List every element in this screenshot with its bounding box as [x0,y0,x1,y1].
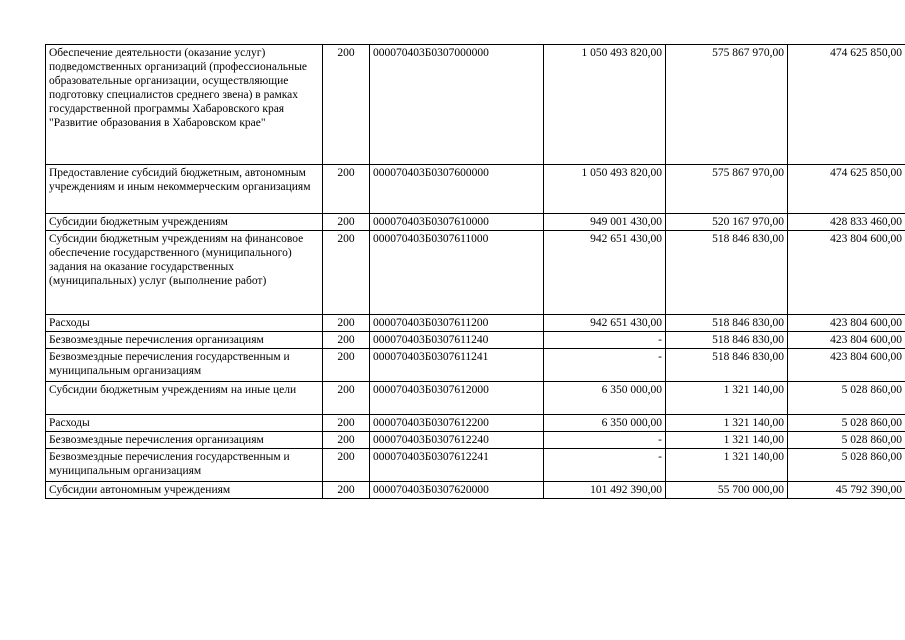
row-name: Безвозмездные перечисления государственным и муниципальным организациям [46,449,323,482]
row-value-2: 518 846 830,00 [666,332,788,349]
row-name: Субсидии бюджетным учреждениям на финансовое обеспечение государственного (муниципального) задания на оказание государственных (муниципальных) услуг (выполнение работ) [46,231,323,315]
row-value-1: - [544,349,666,382]
row-value-2: 55 700 000,00 [666,482,788,499]
row-kbk: 000070403Б0307620000 [370,482,544,499]
row-kbk: 000070403Б0307612241 [370,449,544,482]
table-row [46,315,905,332]
row-code: 200 [323,214,370,231]
row-value-1: - [544,449,666,482]
budget-table-body [46,45,905,499]
row-kbk: 000070403Б0307612200 [370,415,544,432]
table-row [46,214,905,231]
row-value-1: 6 350 000,00 [544,415,666,432]
row-value-3: 5 028 860,00 [788,415,905,432]
row-kbk: 000070403Б0307612000 [370,382,544,415]
row-name: Расходы [46,315,323,332]
row-value-2: 1 321 140,00 [666,415,788,432]
row-value-1: 942 651 430,00 [544,231,666,315]
row-code: 200 [323,45,370,165]
row-code: 200 [323,432,370,449]
row-code: 200 [323,349,370,382]
row-kbk: 000070403Б0307611241 [370,349,544,382]
row-kbk: 000070403Б0307611000 [370,231,544,315]
row-value-2: 575 867 970,00 [666,45,788,165]
row-code: 200 [323,449,370,482]
row-value-3: 45 792 390,00 [788,482,905,499]
row-value-2: 518 846 830,00 [666,231,788,315]
row-kbk: 000070403Б0307612240 [370,432,544,449]
row-value-3: 5 028 860,00 [788,449,905,482]
table-row [46,415,905,432]
row-value-3: 423 804 600,00 [788,231,905,315]
row-code: 200 [323,332,370,349]
row-name: Безвозмездные перечисления государственным и муниципальным организациям [46,349,323,382]
row-kbk: 000070403Б0307600000 [370,165,544,214]
row-value-3: 474 625 850,00 [788,165,905,214]
row-name: Безвозмездные перечисления организациям [46,432,323,449]
row-value-1: - [544,432,666,449]
table-row [46,165,905,214]
row-value-2: 1 321 140,00 [666,432,788,449]
table-row [46,45,905,165]
row-value-2: 520 167 970,00 [666,214,788,231]
table-row [46,482,905,499]
row-value-2: 575 867 970,00 [666,165,788,214]
row-value-3: 428 833 460,00 [788,214,905,231]
row-value-3: 423 804 600,00 [788,315,905,332]
row-value-3: 5 028 860,00 [788,432,905,449]
row-name: Субсидии бюджетным учреждениям [46,214,323,231]
table-row [46,449,905,482]
row-code: 200 [323,315,370,332]
row-name: Безвозмездные перечисления организациям [46,332,323,349]
row-kbk: 000070403Б0307611200 [370,315,544,332]
row-kbk: 000070403Б0307000000 [370,45,544,165]
table-row [46,231,905,315]
row-name: Расходы [46,415,323,432]
row-name: Субсидии бюджетным учреждениям на иные цели [46,382,323,415]
row-value-1: 1 050 493 820,00 [544,45,666,165]
row-value-3: 5 028 860,00 [788,382,905,415]
row-value-1: 6 350 000,00 [544,382,666,415]
row-value-2: 518 846 830,00 [666,349,788,382]
row-value-1: 949 001 430,00 [544,214,666,231]
row-name: Субсидии автономным учреждениям [46,482,323,499]
row-code: 200 [323,231,370,315]
row-value-2: 1 321 140,00 [666,382,788,415]
budget-table [45,44,905,499]
row-value-1: 942 651 430,00 [544,315,666,332]
table-row [46,432,905,449]
row-code: 200 [323,415,370,432]
row-name: Предоставление субсидий бюджетным, автономным учреждениям и иным некоммерческим организациям [46,165,323,214]
row-code: 200 [323,165,370,214]
row-value-3: 423 804 600,00 [788,332,905,349]
row-value-1: - [544,332,666,349]
row-name: Обеспечение деятельности (оказание услуг) подведомственных организаций (профессиональные образовательные организации, осуществляющие подготовку специалистов среднего звена) в рамках государственной программы Хабаровского края "Развитие образования в Хабаровском крае" [46,45,323,165]
row-value-3: 474 625 850,00 [788,45,905,165]
row-value-3: 423 804 600,00 [788,349,905,382]
table-row [46,349,905,382]
row-code: 200 [323,482,370,499]
row-value-1: 101 492 390,00 [544,482,666,499]
row-value-2: 1 321 140,00 [666,449,788,482]
table-row [46,382,905,415]
row-value-2: 518 846 830,00 [666,315,788,332]
row-code: 200 [323,382,370,415]
row-kbk: 000070403Б0307611240 [370,332,544,349]
row-kbk: 000070403Б0307610000 [370,214,544,231]
row-value-1: 1 050 493 820,00 [544,165,666,214]
table-row [46,332,905,349]
